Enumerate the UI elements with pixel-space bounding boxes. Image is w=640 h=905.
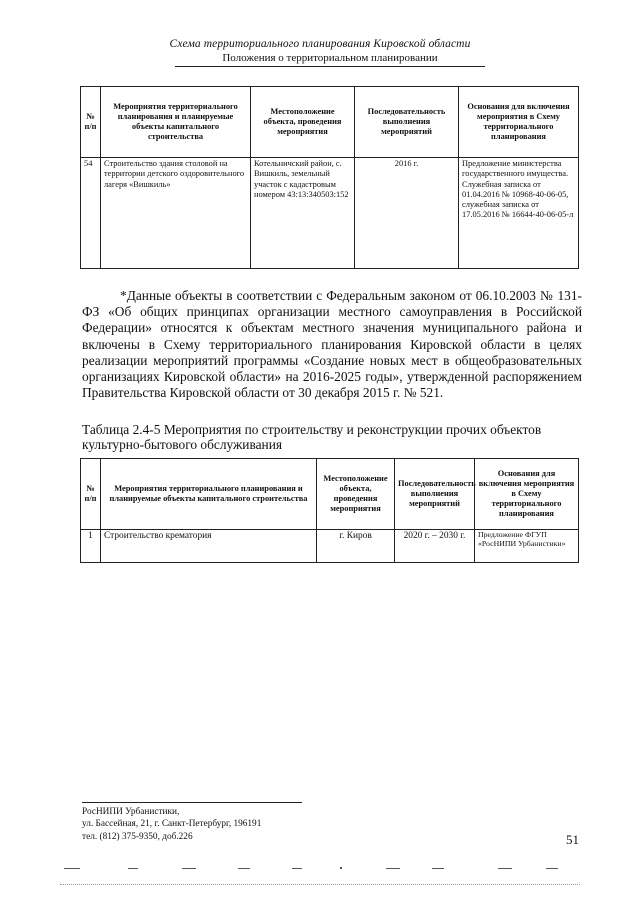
cell-location: Котельничский район, с. Вишкиль, земельный участок с кадастровым номером 43:13:340503:152: [251, 158, 355, 269]
cell-basis: Предложение ФГУП «РосНИПИ Урбанистики»: [475, 530, 579, 563]
cell-number: 54: [81, 158, 101, 269]
footer-org-name: РосНИПИ Урбанистики,: [82, 807, 180, 817]
cell-location: г. Киров: [317, 530, 395, 563]
table-row: [81, 158, 579, 269]
cell-number: 1: [81, 530, 101, 563]
table-row: [81, 530, 579, 563]
cell-sequence: 2016 г.: [355, 158, 459, 269]
cell-measure: Строительство здания столовой на территории детского оздоровительного лагеря «Вишкиль»: [101, 158, 251, 269]
column-header-sequence: Последовательность выполнения мероприятий: [395, 459, 475, 530]
table-header-row: [81, 459, 579, 530]
scan-mark: [182, 868, 196, 869]
cell-sequence: 2020 г. – 2030 г.: [395, 530, 475, 563]
footnote-paragraph: *Данные объекты в соответствии с Федеральным законом от 06.10.2003 № 131-ФЗ «Об общих принципах организации местного самоуправления в Российской Федерации» относятся к объектам местного значения муниципального района и включены в Схему территориального планирования Кировской области в целях реализации мероприятий программы «Создание новых мест в общеобразовательных организациях Кировской области» на 2016-2025 годы», утвержденной распоряжением Правительства Кировской области от 30 декабря 2015 г. № 521.: [82, 288, 582, 401]
scan-mark: [340, 867, 342, 869]
cell-measure: Строительство крематория: [101, 530, 317, 563]
column-header-location: Местоположение объекта, проведения мероприятия: [251, 87, 355, 158]
cultural-services-table: [80, 458, 579, 563]
table-header-row: [81, 87, 579, 158]
scan-mark: [292, 868, 302, 869]
table-caption: Таблица 2.4-5 Мероприятия по строительству и реконструкции прочих объектов культурно-бытового обслуживания: [82, 422, 542, 452]
column-header-basis: Основания для включения мероприятия в Схему территориального планирования: [459, 87, 579, 158]
document-header-title: Схема территориального планирования Кировской области: [169, 38, 471, 50]
footer-address: ул. Бассейная, 21, г. Санкт-Петербург, 196191: [82, 819, 262, 830]
column-header-sequence: Последовательность выполнения мероприятий: [355, 87, 459, 158]
scan-mark: [128, 868, 138, 869]
scan-edge: [60, 884, 580, 885]
cell-basis: Предложение министерства государственного имущества. Служебная записка от 01.04.2016 № 10968-40-06-05, служебная записка от 17.05.2016 № 16644-40-06-05-л: [459, 158, 579, 269]
column-header-measures: Мероприятия территориального планирования и планируемые объекты капитального строительства: [101, 459, 317, 530]
measures-table-continued: [80, 86, 579, 269]
column-header-measures: Мероприятия территориального планирования и планируемые объекты капитального строительства: [101, 87, 251, 158]
column-header-location: Местоположение объекта, проведения мероприятия: [317, 459, 395, 530]
footer-divider: [82, 802, 302, 803]
column-header-number: № п/п: [81, 459, 101, 530]
scan-mark: [386, 868, 400, 869]
column-header-basis: Основания для включения мероприятия в Схему территориального планирования: [475, 459, 579, 530]
scan-mark: [238, 868, 250, 869]
scan-mark: [546, 868, 558, 869]
footer-phone: тел. (812) 375-9350, доб.226: [82, 831, 193, 842]
page-number: 51: [566, 832, 579, 847]
organization-footer: [82, 806, 382, 843]
document-header-subtitle: Положения о территориальном планировании: [175, 52, 485, 67]
column-header-number: № п/п: [81, 87, 101, 158]
scan-mark: [432, 868, 444, 869]
scan-mark: [64, 868, 80, 869]
scan-mark: [498, 868, 512, 869]
